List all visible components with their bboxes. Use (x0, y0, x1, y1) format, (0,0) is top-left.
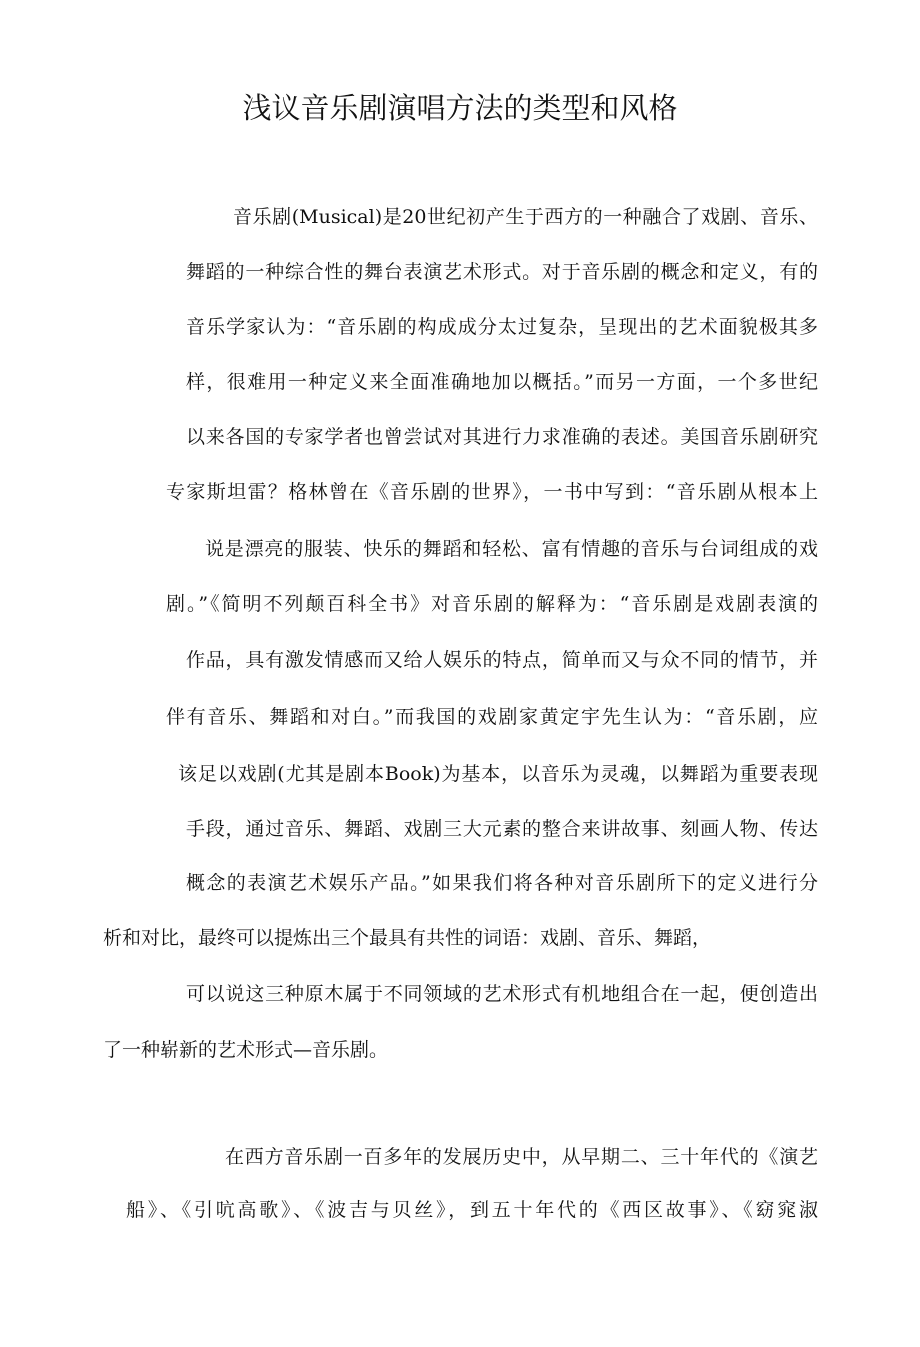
paragraph-line: 析和对比，最终可以提炼出三个最具有共性的词语：戏剧、音乐、舞蹈， (103, 927, 712, 949)
paragraph-line: 了一种崭新的艺术形式—音乐剧。 (103, 1039, 389, 1061)
paragraph-line: 该足以戏剧(尤其是剧本Book)为基本，以音乐为灵魂，以舞蹈为重要表现 (178, 763, 818, 785)
paragraph-line: 舞蹈的一种综合性的舞台表演艺术形式。对于音乐剧的概念和定义，有的 (186, 261, 818, 283)
paragraph-line: 在西方音乐剧一百多年的发展历史中，从早期二、三十年代的《演艺 (225, 1146, 818, 1168)
paragraph-line: 剧。”《简明不列颠百科全书》对音乐剧的解释为：“音乐剧是戏剧表演的 (166, 593, 818, 615)
paragraph-line: 说是漂亮的服装、快乐的舞蹈和轻松、富有情趣的音乐与台词组成的戏 (205, 538, 818, 560)
paragraph-line: 作品，具有激发情感而又给人娱乐的特点，简单而又与众不同的情节，并 (186, 649, 818, 671)
paragraph-line: 手段，通过音乐、舞蹈、戏剧三大元素的整合来讲故事、刻画人物、传达 (186, 818, 818, 840)
paragraph-line: 音乐剧(Musical)是20世纪初产生于西方的一种融合了戏剧、音乐、 (233, 206, 818, 228)
paragraph-line: 概念的表演艺术娱乐产品。”如果我们将各种对音乐剧所下的定义进行分 (186, 872, 818, 894)
paragraph-line: 可以说这三种原木属于不同领域的艺术形式有机地组合在一起，便创造出 (186, 983, 818, 1005)
paragraph-line: 伴有音乐、舞蹈和对白。”而我国的戏剧家黄定宇先生认为：“音乐剧，应 (166, 706, 818, 728)
paragraph-line: 样，很难用一种定义来全面准确地加以概括。”而另一方面，一个多世纪 (186, 371, 818, 393)
paragraph-line: 专家斯坦雷？格林曾在《音乐剧的世界》，一书中写到：“音乐剧从根本上 (166, 481, 818, 503)
paragraph-line: 音乐学家认为：“音乐剧的构成成分太过复杂，呈现出的艺术面貌极其多 (186, 316, 818, 338)
paragraph-line: 船》、《引吭高歌》、《波吉与贝丝》，到五十年代的《西区故事》、《窈窕淑 (126, 1199, 818, 1221)
document-title: 浅议音乐剧演唱方法的类型和风格 (242, 91, 678, 125)
paragraph-line: 以来各国的专家学者也曾尝试对其进行力求准确的表述。美国音乐剧研究 (186, 426, 818, 448)
